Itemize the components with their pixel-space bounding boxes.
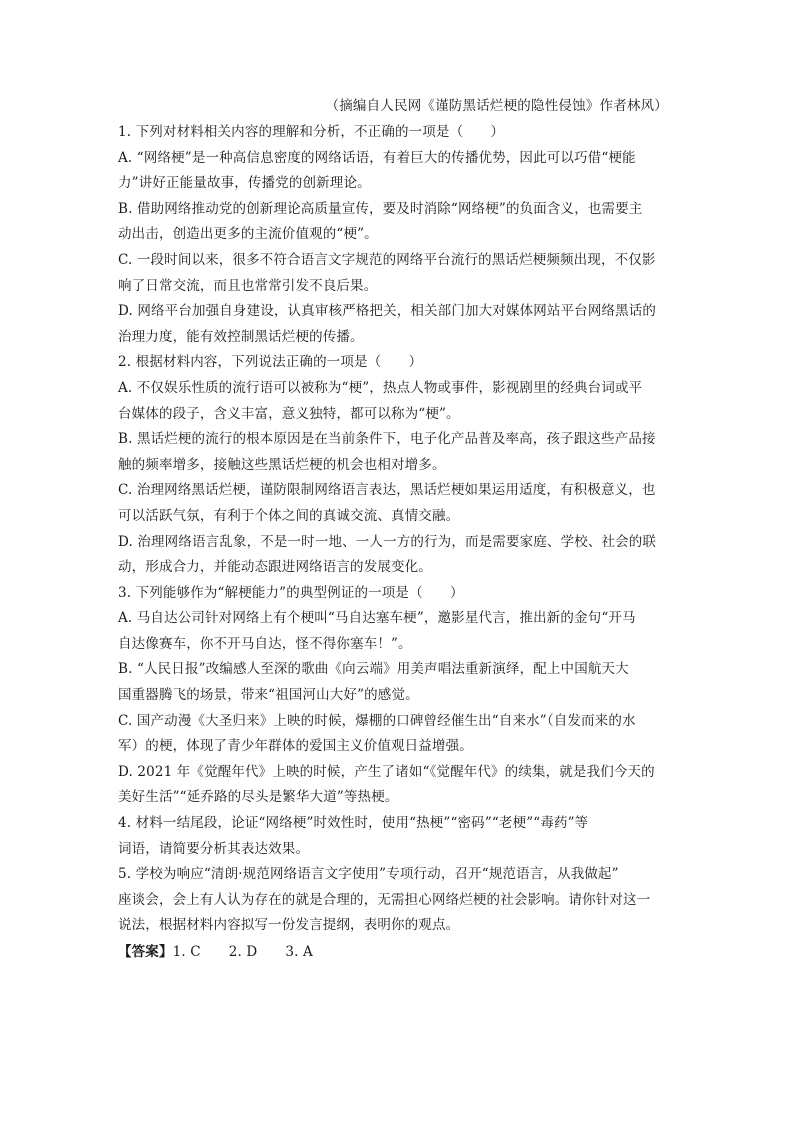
text-line: A. 马自达公司针对网络上有个梗叫“马自达塞车梗”，邀影星代言，推出新的金句“开马: [118, 610, 636, 627]
answer-label: 【答案】: [118, 944, 173, 960]
text-line: B. 借助网络推动党的创新理论高质量宣传，要及时消除“网络梗”的负面含义，也需要主: [118, 200, 643, 217]
text-line: 台媒体的段子，含义丰富，意义独特，都可以称为“梗”。: [118, 405, 460, 422]
text-line: B. “人民日报”改编感人至深的歌曲《向云端》用美声唱法重新演绎，配上中国航天大: [118, 661, 629, 678]
text-line: A. “网络梗”是一种高信息密度的网络话语，有着巨大的传播优势，因此可以巧借“梗能: [118, 149, 636, 166]
answer-item: 1. C: [172, 944, 201, 960]
text-line: 响了日常交流，而且也常常引发不良后果。: [118, 277, 378, 294]
text-line: 触的频率增多，接触这些黑话烂梗的机会也相对增多。: [118, 456, 446, 473]
text-line: 可以活跃气氛，有利于个体之间的真诚交流、真情交融。: [118, 507, 460, 524]
text-line: 治理力度，能有效控制黑话烂梗的传播。: [118, 328, 364, 345]
text-line: 军）的梗，体现了青少年群体的爱国主义价值观日益增强。: [118, 738, 473, 755]
text-line: 力”讲好正能量故事，传播党的创新理论。: [118, 175, 371, 192]
text-line: 自达像赛车，你不开马自达，怪不得你塞车！”。: [118, 635, 412, 652]
answer-line: [118, 940, 678, 966]
text-line: D. 2021 年《觉醒年代》上映的时候，产生了诸如“《觉醒年代》的续集，就是我们今天的: [118, 763, 655, 780]
question-body: [118, 120, 678, 966]
text-line: 美好生活”“延乔路的尽头是繁华大道”等热梗。: [118, 789, 399, 806]
text-line: 词语，请简要分析其表达效果。: [118, 840, 310, 857]
text-line: A. 不仅娱乐性质的流行语可以被称为“梗”，热点人物或事件，影视剧里的经典台词或平: [118, 379, 643, 396]
text-line: 5. 学校为响应“清朗·规范网络语言文字使用”专项行动，召开“规范语言，从我做起”: [118, 866, 619, 883]
text-line: 座谈会，会上有人认为存在的就是合理的，无需担心网络烂梗的社会影响。请你针对这一: [118, 891, 651, 908]
text-line: D. 治理网络语言乱象，不是一时一地、一人一方的行为，而是需要家庭、学校、社会的联: [118, 533, 657, 550]
text-line: C. 一段时间以来，很多不符合语言文字规范的网络平台流行的黑话烂梗频频出现，不仅影: [118, 251, 656, 268]
text-line: 动出击，创造出更多的主流价值观的“梗”。: [118, 226, 378, 243]
text-line: B. 黑话烂梗的流行的根本原因是在当前条件下，电子化产品普及率高，孩子跟这些产品接: [118, 431, 656, 448]
text-line: 2. 根据材料内容，下列说法正确的一项是（ ）: [118, 354, 423, 371]
text-line: 4. 材料一结尾段，论证“网络梗”时效性时，使用“热梗”“密码”“老梗”“毒药”等: [118, 815, 589, 832]
answer-item: 2. D: [228, 944, 258, 960]
text-line: C. 治理网络黑话烂梗，谨防限制网络语言表达，黑话烂梗如果运用适度，有积极意义，也: [118, 482, 656, 499]
answer-item: 3. A: [285, 944, 313, 960]
text-line: 说法，根据材料内容拟写一份发言提纲，表明你的观点。: [118, 917, 460, 934]
text-line: 1. 下列对材料相关内容的理解和分析，不正确的一项是（ ）: [118, 124, 505, 140]
text-line: D. 网络平台加强自身建设，认真审核严格把关，相关部门加大对媒体网站平台网络黑话的: [118, 303, 657, 320]
text-line: 国重器腾飞的场景，带来“祖国河山大好”的感觉。: [118, 687, 419, 704]
source-citation: （摘编自人民网《谨防黑话烂梗的隐性侵蚀》作者林风）: [325, 98, 668, 114]
text-line: 3. 下列能够作为“解梗能力”的典型例证的一项是（ ）: [118, 584, 464, 601]
text-line: C. 国产动漫《大圣归来》上映的时候，爆棚的口碑曾经催生出“自来水”（自发而来的水: [118, 712, 636, 729]
text-line: 动，形成合力，并能动态跟进网络语言的发展变化。: [118, 559, 432, 576]
